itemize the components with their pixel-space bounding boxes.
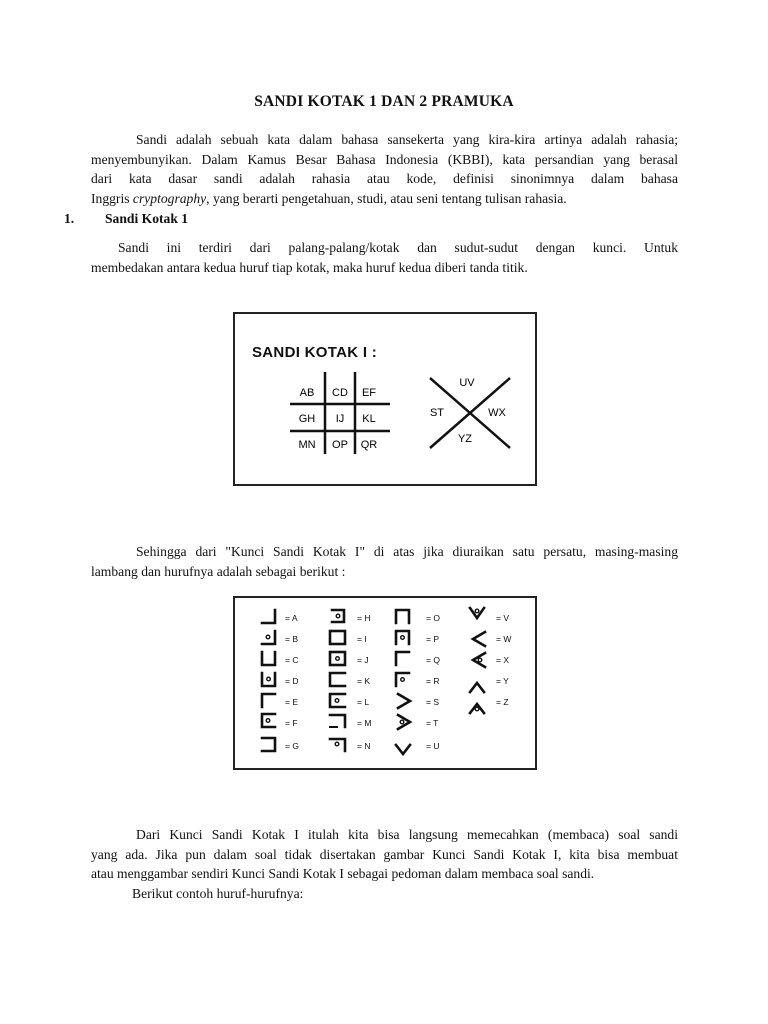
label-u: = U xyxy=(426,741,440,751)
label-m: = M xyxy=(357,718,372,728)
label-s: = S xyxy=(426,697,439,707)
label-x: = X xyxy=(496,655,509,665)
grid-cell-mn: MN xyxy=(298,439,316,451)
x-label-wx: WX xyxy=(488,407,506,419)
figure1-diagram xyxy=(235,314,535,484)
grid-cell-kl: KL xyxy=(362,413,376,425)
symbol-j xyxy=(330,652,345,665)
document-title: SANDI KOTAK 1 DAN 2 PRAMUKA xyxy=(254,93,514,110)
label-o: = O xyxy=(426,613,440,623)
figure1-title: SANDI KOTAK I : xyxy=(252,344,378,361)
label-q: = Q xyxy=(426,655,440,665)
symbol-p xyxy=(396,631,409,644)
intro-line-1: Sandi adalah sebuah kata dalam bahasa sansekerta yang kira-kira artinya adalah rahasia; xyxy=(136,132,678,147)
paragraph-3 xyxy=(91,542,678,581)
paragraph-2 xyxy=(91,238,678,277)
symbol-c xyxy=(262,652,275,665)
grid-cell-op: OP xyxy=(332,439,348,451)
label-g: = G xyxy=(285,741,299,751)
label-c: = C xyxy=(285,655,299,665)
grid-cell-ef: EF xyxy=(361,387,377,399)
label-p: = P xyxy=(426,634,439,644)
label-h: = H xyxy=(357,613,371,623)
symbol-b xyxy=(262,631,275,644)
label-b: = B xyxy=(285,634,298,644)
label-f: = F xyxy=(285,718,298,728)
symbol-q xyxy=(396,652,409,665)
symbol-v xyxy=(470,608,484,618)
para2-line-2: membedakan antara kedua huruf tiap kotak, maka huruf kedua diberi tanda titik. xyxy=(91,259,528,275)
symbol-n xyxy=(330,739,345,751)
label-d: = D xyxy=(285,676,299,686)
intro-line-4: Inggris cryptography, yang berarti pengetahuan, studi, atau seni tentang tulisan rahasia. xyxy=(91,190,567,206)
label-z: = Z xyxy=(496,697,509,707)
paragraph-4 xyxy=(91,825,678,903)
label-e: = E xyxy=(285,697,298,707)
x-label-st: ST xyxy=(429,407,445,419)
label-l: = L xyxy=(357,697,370,707)
label-v: = V xyxy=(496,613,509,623)
symbol-r xyxy=(396,673,409,686)
symbol-x xyxy=(473,653,485,667)
symbol-o xyxy=(396,610,409,623)
section-heading-1 xyxy=(64,211,188,227)
label-k: = K xyxy=(357,676,370,686)
para4-line-2: yang ada. Jika pun dalam soal tidak disertakan gambar Kunci Sandi Kotak I, kita bisa membuat xyxy=(91,846,678,862)
label-r: = R xyxy=(426,676,440,686)
grid-cell-qr: QR xyxy=(360,439,378,451)
para3-line-1: Sehingga dari "Kunci Sandi Kotak I" di atas jika diuraikan satu persatu, masing-masing xyxy=(136,544,678,559)
section-number: 1. xyxy=(64,211,75,226)
label-t: = T xyxy=(426,718,439,728)
x-label-uv: UV xyxy=(459,377,475,389)
figure-letter-symbols xyxy=(233,596,537,770)
intro-line-3: dari kata dasar sandi adalah rahasia atau kode, definisi sinonimnya dalam bahasa xyxy=(91,171,678,186)
symbol-t xyxy=(398,715,410,729)
symbol-k xyxy=(330,673,345,686)
symbol-h xyxy=(332,610,344,622)
para3-line-2: lambang dan hurufnya adalah sebagai berikut : xyxy=(91,563,346,579)
intro-paragraph xyxy=(91,130,678,208)
symbol-e xyxy=(262,694,275,707)
symbol-w xyxy=(473,632,485,646)
grid-cell-cd: CD xyxy=(332,387,348,399)
grid-cell-gh: GH xyxy=(298,413,316,425)
para2-line-1: Sandi ini terdiri dari palang-palang/kotak dan sudut-sudut dengan kunci. Untuk xyxy=(118,240,678,255)
intro-line-2: menyembunyikan. Dalam Kamus Besar Bahasa Indonesia (KBBI), kata persandian yang berasal xyxy=(91,151,678,167)
grid-cell-ab: AB xyxy=(299,387,315,399)
para4-line-4: Berikut contoh huruf-hurufnya: xyxy=(132,885,304,901)
grid-cell-ij: IJ xyxy=(335,413,345,425)
figure-sandi-kotak-key xyxy=(233,312,537,486)
symbol-z xyxy=(470,704,484,713)
symbol-g xyxy=(262,738,275,751)
symbol-s xyxy=(398,694,410,708)
italic-term: cryptography xyxy=(132,190,207,206)
para4-line-3: atau menggambar sendiri Kunci Sandi Kotak I sebagai pedoman dalam membaca soal sandi. xyxy=(91,866,595,881)
figure2-symbols xyxy=(235,598,535,768)
symbol-a xyxy=(262,610,275,623)
symbol-f xyxy=(262,714,275,727)
para4-line-1: Dari Kunci Sandi Kotak I itulah kita bisa langsung memecahkan (membaca) soal sandi xyxy=(136,827,678,842)
x-label-yz: YZ xyxy=(457,433,473,445)
symbol-d xyxy=(262,673,275,686)
label-j: = J xyxy=(357,655,369,665)
section-title: Sandi Kotak 1 xyxy=(105,211,189,226)
label-n: = N xyxy=(357,741,371,751)
label-w: = W xyxy=(496,634,512,644)
symbol-i xyxy=(330,631,345,644)
label-a: = A xyxy=(285,613,298,623)
symbol-m xyxy=(330,715,345,727)
label-y: = Y xyxy=(496,676,509,686)
symbol-y xyxy=(470,683,484,692)
label-i: = I xyxy=(357,634,367,644)
symbol-u xyxy=(396,745,410,754)
symbol-l xyxy=(330,694,345,707)
